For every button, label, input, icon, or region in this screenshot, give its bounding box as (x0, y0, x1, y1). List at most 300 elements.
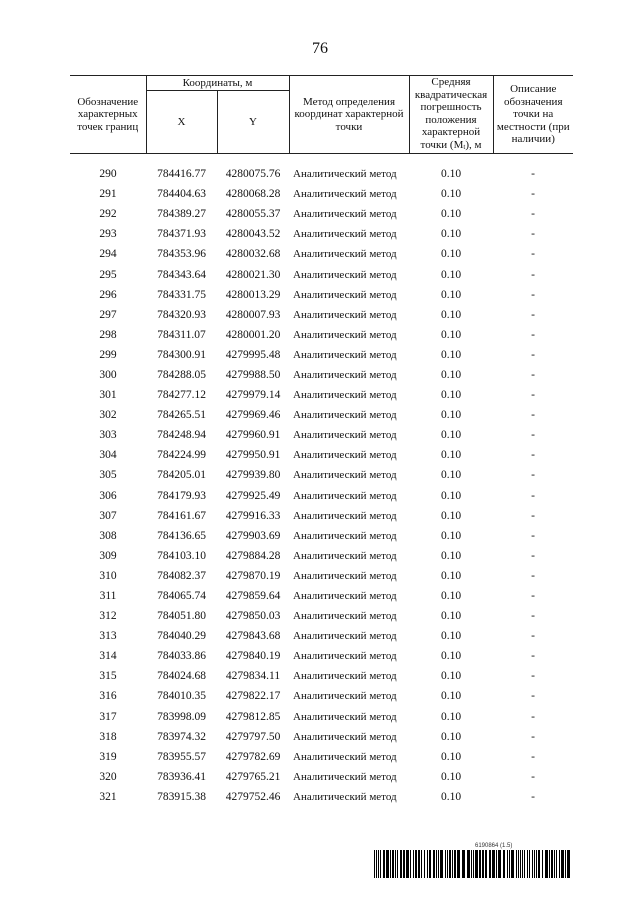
header-error (409, 76, 493, 154)
cell-x-coordinate: 784136.65 (157, 529, 206, 542)
header-x: X (146, 91, 217, 154)
cell-error-value: 0.10 (440, 750, 462, 763)
cell-point-number: 304 (99, 449, 117, 462)
cell-x-coordinate: 784320.93 (157, 308, 206, 321)
cell-point-number: 315 (99, 670, 117, 683)
table-row (70, 184, 573, 204)
cell-point-number: 309 (99, 549, 117, 562)
cell-x-coordinate: 783955.57 (157, 750, 206, 763)
page-number: 76 (312, 40, 328, 57)
barcode-bar (511, 850, 514, 878)
cell-error-value: 0.10 (440, 690, 462, 703)
table-row (70, 164, 573, 184)
cell-point-number: 311 (99, 590, 117, 603)
barcode-bar (427, 850, 428, 878)
cell-y-coordinate: 4280001.20 (225, 328, 281, 341)
cell-y-coordinate: 4279916.33 (225, 509, 281, 522)
table-row (70, 465, 573, 485)
cell-error-value: 0.10 (440, 630, 462, 643)
cell-method: Аналитический метод (293, 368, 397, 381)
table-spacer (70, 154, 573, 165)
table-row (70, 365, 573, 385)
cell-description: - (531, 208, 535, 221)
cell-description: - (531, 469, 535, 482)
table-row (70, 727, 573, 747)
header-description: Описание обозначения точки на местности (при наличии) (493, 76, 573, 154)
barcode-bar (554, 850, 555, 878)
cell-error-value: 0.10 (440, 409, 462, 422)
cell-x-coordinate: 784024.68 (157, 670, 206, 683)
cell-point-number: 299 (99, 348, 117, 361)
table-row (70, 425, 573, 445)
table-row (70, 445, 573, 465)
cell-y-coordinate: 4279822.17 (225, 690, 281, 703)
barcode-bar (567, 850, 570, 878)
cell-point-number: 303 (99, 429, 117, 442)
barcode-bar (565, 850, 566, 878)
barcode-bar (445, 850, 446, 878)
cell-y-coordinate: 4279969.46 (225, 409, 281, 422)
barcode-image (374, 850, 570, 878)
cell-x-coordinate: 784288.05 (157, 368, 206, 381)
cell-error-value: 0.10 (440, 710, 462, 723)
cell-y-coordinate: 4279765.21 (225, 770, 281, 783)
cell-x-coordinate: 784389.27 (157, 208, 206, 221)
barcode-bar (447, 850, 448, 878)
cell-point-number: 292 (99, 208, 117, 221)
cell-error-value: 0.10 (440, 449, 462, 462)
barcode-bar (395, 850, 396, 878)
table-row (70, 305, 573, 325)
cell-point-number: 306 (99, 489, 117, 502)
cell-error-value: 0.10 (440, 770, 462, 783)
cell-method: Аналитический метод (293, 750, 397, 763)
cell-x-coordinate: 784265.51 (157, 409, 206, 422)
header-y: Y (217, 91, 289, 154)
barcode-bar (462, 850, 465, 878)
barcode-bar (440, 850, 443, 878)
cell-error-value: 0.10 (440, 268, 462, 281)
cell-x-coordinate: 783974.32 (157, 730, 206, 743)
cell-point-number: 294 (99, 248, 117, 261)
barcode-bar (520, 850, 521, 878)
barcode-bar (509, 850, 510, 878)
table-row (70, 666, 573, 686)
cell-method: Аналитический метод (293, 590, 397, 603)
barcode-bar (498, 850, 501, 878)
cell-method: Аналитический метод (293, 730, 397, 743)
barcode-bar (415, 850, 417, 878)
barcode-bar (410, 850, 411, 878)
table-row (70, 506, 573, 526)
cell-y-coordinate: 4279979.14 (225, 389, 281, 402)
cell-method: Аналитический метод (293, 790, 397, 803)
cell-y-coordinate: 4279960.91 (225, 429, 281, 442)
spacer-cell (70, 154, 573, 165)
cell-y-coordinate: 4279870.19 (225, 569, 281, 582)
cell-method: Аналитический метод (293, 288, 397, 301)
cell-description: - (531, 569, 535, 582)
barcode-bar (454, 850, 456, 878)
cell-method: Аналитический метод (293, 328, 397, 341)
header-error-unit: ), м (465, 138, 482, 151)
cell-method: Аналитический метод (293, 168, 397, 181)
cell-y-coordinate: 4279834.11 (225, 670, 281, 683)
cell-method: Аналитический метод (293, 389, 397, 402)
barcode-bar (421, 850, 422, 878)
header-coordinates: Координаты, м (146, 76, 289, 91)
table-row (70, 747, 573, 767)
barcode-bar (561, 850, 564, 878)
table-row (70, 224, 573, 244)
cell-x-coordinate: 784371.93 (157, 228, 206, 241)
barcode-bar (545, 850, 548, 878)
cell-x-coordinate: 784300.91 (157, 348, 206, 361)
cell-point-number: 305 (99, 469, 117, 482)
cell-y-coordinate: 4279752.46 (225, 790, 281, 803)
table-row (70, 546, 573, 566)
cell-method: Аналитический метод (293, 208, 397, 221)
cell-point-number: 320 (99, 770, 117, 783)
table-row (70, 586, 573, 606)
cell-x-coordinate: 784082.37 (157, 569, 206, 582)
cell-x-coordinate: 784065.74 (157, 590, 206, 603)
table-row (70, 606, 573, 626)
cell-y-coordinate: 4280021.30 (225, 268, 281, 281)
cell-point-number: 319 (99, 750, 117, 763)
cell-point-number: 321 (99, 790, 117, 803)
cell-point-number: 300 (99, 368, 117, 381)
cell-x-coordinate: 784331.75 (157, 288, 206, 301)
cell-y-coordinate: 4280007.93 (225, 308, 281, 321)
cell-error-value: 0.10 (440, 670, 462, 683)
cell-description: - (531, 489, 535, 502)
table-row (70, 566, 573, 586)
cell-point-number: 314 (99, 650, 117, 663)
cell-method: Аналитический метод (293, 710, 397, 723)
cell-method: Аналитический метод (293, 248, 397, 261)
cell-description: - (531, 228, 535, 241)
barcode-bar (378, 850, 379, 878)
cell-point-number: 318 (99, 730, 117, 743)
cell-description: - (531, 750, 535, 763)
cell-x-coordinate: 784161.67 (157, 509, 206, 522)
cell-error-value: 0.10 (440, 650, 462, 663)
barcode-bar (542, 850, 543, 878)
cell-description: - (531, 650, 535, 663)
cell-x-coordinate: 784051.80 (157, 610, 206, 623)
cell-error-value: 0.10 (440, 368, 462, 381)
barcode-bar (496, 850, 497, 878)
barcode-bar (429, 850, 431, 878)
cell-point-number: 316 (99, 690, 117, 703)
table-row (70, 486, 573, 506)
cell-y-coordinate: 4279843.68 (225, 630, 281, 643)
cell-point-number: 310 (99, 569, 117, 582)
cell-description: - (531, 610, 535, 623)
cell-method: Аналитический метод (293, 569, 397, 582)
cell-error-value: 0.10 (440, 308, 462, 321)
cell-y-coordinate: 4279995.48 (225, 348, 281, 361)
table-row (70, 526, 573, 546)
barcode-bar (492, 850, 495, 878)
cell-method: Аналитический метод (293, 268, 397, 281)
cell-description: - (531, 368, 535, 381)
cell-description: - (531, 549, 535, 562)
cell-point-number: 298 (99, 328, 117, 341)
cell-y-coordinate: 4279782.69 (225, 750, 281, 763)
barcode-bar (390, 850, 391, 878)
cell-error-value: 0.10 (440, 590, 462, 603)
cell-x-coordinate: 784205.01 (157, 469, 206, 482)
cell-method: Аналитический метод (293, 650, 397, 663)
barcode-bar (482, 850, 484, 878)
cell-y-coordinate: 4279797.50 (225, 730, 281, 743)
cell-y-coordinate: 4279884.28 (225, 549, 281, 562)
barcode-bar (397, 850, 398, 878)
cell-point-number: 293 (99, 228, 117, 241)
barcode-bar (532, 850, 533, 878)
cell-method: Аналитический метод (293, 228, 397, 241)
cell-point-number: 301 (99, 389, 117, 402)
cell-point-number: 297 (99, 308, 117, 321)
barcode-bar (489, 850, 491, 878)
cell-method: Аналитический метод (293, 509, 397, 522)
cell-description: - (531, 348, 535, 361)
barcode-bar (403, 850, 405, 878)
table-row (70, 767, 573, 787)
cell-x-coordinate: 784040.29 (157, 630, 206, 643)
table-row (70, 405, 573, 425)
cell-method: Аналитический метод (293, 409, 397, 422)
barcode-bar (436, 850, 437, 878)
cell-error-value: 0.10 (440, 730, 462, 743)
barcode-bar (549, 850, 550, 878)
cell-method: Аналитический метод (293, 469, 397, 482)
cell-description: - (531, 730, 535, 743)
table-row (70, 646, 573, 666)
barcode-bar (457, 850, 460, 878)
cell-y-coordinate: 4280043.52 (225, 228, 281, 241)
header-designation: Обозначение характерных точек границ (70, 76, 146, 154)
cell-x-coordinate: 784404.63 (157, 188, 206, 201)
cell-x-coordinate: 784311.07 (157, 328, 206, 341)
table-row (70, 325, 573, 345)
cell-error-value: 0.10 (440, 328, 462, 341)
table-row (70, 204, 573, 224)
cell-error-value: 0.10 (440, 248, 462, 261)
cell-method: Аналитический метод (293, 630, 397, 643)
header-error-subscript: t (463, 142, 466, 151)
cell-error-value: 0.10 (440, 208, 462, 221)
barcode-bar (424, 850, 425, 878)
cell-description: - (531, 248, 535, 261)
barcode-bar (471, 850, 472, 878)
barcode-bar (516, 850, 517, 878)
cell-description: - (531, 168, 535, 181)
barcode-bar (386, 850, 389, 878)
barcode-bar (559, 850, 560, 878)
cell-point-number: 302 (99, 409, 117, 422)
header-method: Метод определения координат характерной точки (289, 76, 409, 154)
barcode-bar (392, 850, 394, 878)
barcode-bar (418, 850, 420, 878)
cell-description: - (531, 268, 535, 281)
barcode-bar (536, 850, 537, 878)
cell-point-number: 312 (99, 610, 117, 623)
cell-error-value: 0.10 (440, 569, 462, 582)
cell-description: - (531, 670, 535, 683)
cell-y-coordinate: 4279850.03 (225, 610, 281, 623)
cell-point-number: 296 (99, 288, 117, 301)
table-row (70, 285, 573, 305)
barcode-bar (406, 850, 409, 878)
cell-error-value: 0.10 (440, 549, 462, 562)
cell-y-coordinate: 4280055.37 (225, 208, 281, 221)
table-row (70, 385, 573, 405)
cell-description: - (531, 770, 535, 783)
barcode-bar (507, 850, 508, 878)
cell-error-value: 0.10 (440, 228, 462, 241)
cell-y-coordinate: 4279988.50 (225, 368, 281, 381)
cell-x-coordinate: 783915.38 (157, 790, 206, 803)
cell-y-coordinate: 4280075.76 (225, 168, 281, 181)
cell-x-coordinate: 784248.94 (157, 429, 206, 442)
barcode-bar (383, 850, 385, 878)
barcode-bar (524, 850, 525, 878)
barcode-bar (534, 850, 535, 878)
barcode-bar (518, 850, 519, 878)
cell-method: Аналитический метод (293, 690, 397, 703)
cell-y-coordinate: 4279939.80 (225, 469, 281, 482)
cell-x-coordinate: 784179.93 (157, 489, 206, 502)
table-row (70, 686, 573, 706)
cell-y-coordinate: 4280032.68 (225, 248, 281, 261)
cell-error-value: 0.10 (440, 188, 462, 201)
barcode-bar (380, 850, 381, 878)
cell-x-coordinate: 784277.12 (157, 389, 206, 402)
cell-x-coordinate: 784010.35 (157, 690, 206, 703)
barcode-bar (433, 850, 435, 878)
barcode-bar (538, 850, 540, 878)
cell-description: - (531, 509, 535, 522)
cell-description: - (531, 630, 535, 643)
barcode-bar (400, 850, 402, 878)
cell-method: Аналитический метод (293, 529, 397, 542)
barcode-bar (475, 850, 478, 878)
barcode-bar (529, 850, 530, 878)
cell-x-coordinate: 784353.96 (157, 248, 206, 261)
cell-x-coordinate: 784416.77 (157, 168, 206, 181)
cell-description: - (531, 449, 535, 462)
cell-y-coordinate: 4279925.49 (225, 489, 281, 502)
cell-description: - (531, 389, 535, 402)
barcode-bar (374, 850, 375, 878)
cell-y-coordinate: 4279950.91 (225, 449, 281, 462)
cell-point-number: 308 (99, 529, 117, 542)
table-row (70, 787, 573, 807)
cell-y-coordinate: 4279812.85 (225, 710, 281, 723)
stamp-code: 6190864 (1.5) (475, 843, 513, 849)
barcode-bar (551, 850, 553, 878)
barcode-bar (413, 850, 414, 878)
barcode-bar (522, 850, 523, 878)
cell-method: Аналитический метод (293, 429, 397, 442)
cell-description: - (531, 429, 535, 442)
cell-point-number: 295 (99, 268, 117, 281)
cell-error-value: 0.10 (440, 429, 462, 442)
cell-error-value: 0.10 (440, 348, 462, 361)
table-row (70, 626, 573, 646)
barcode-bar (527, 850, 528, 878)
cell-description: - (531, 308, 535, 321)
table-row (70, 707, 573, 727)
cell-method: Аналитический метод (293, 770, 397, 783)
cell-y-coordinate: 4279903.69 (225, 529, 281, 542)
cell-point-number: 290 (99, 168, 117, 181)
table-row (70, 264, 573, 284)
cell-error-value: 0.10 (440, 509, 462, 522)
cell-x-coordinate: 783998.09 (157, 710, 206, 723)
barcode-bar (503, 850, 505, 878)
barcode-bar (473, 850, 474, 878)
coordinates-table (70, 75, 573, 807)
cell-method: Аналитический метод (293, 670, 397, 683)
cell-description: - (531, 710, 535, 723)
cell-y-coordinate: 4280013.29 (225, 288, 281, 301)
barcode-bar (485, 850, 487, 878)
cell-method: Аналитический метод (293, 449, 397, 462)
table-row (70, 244, 573, 264)
cell-y-coordinate: 4280068.28 (225, 188, 281, 201)
cell-error-value: 0.10 (440, 389, 462, 402)
table-row (70, 345, 573, 365)
cell-method: Аналитический метод (293, 489, 397, 502)
cell-point-number: 307 (99, 509, 117, 522)
cell-point-number: 317 (99, 710, 117, 723)
cell-x-coordinate: 784033.86 (157, 650, 206, 663)
cell-method: Аналитический метод (293, 188, 397, 201)
cell-error-value: 0.10 (440, 469, 462, 482)
header-error-text: Средняя квадратическая погрешность положения характерной точки (M (414, 76, 488, 151)
barcode-bar (438, 850, 439, 878)
cell-description: - (531, 288, 535, 301)
cell-point-number: 313 (99, 630, 117, 643)
cell-description: - (531, 188, 535, 201)
cell-error-value: 0.10 (440, 288, 462, 301)
cell-method: Аналитический метод (293, 549, 397, 562)
cell-method: Аналитический метод (293, 348, 397, 361)
cell-method: Аналитический метод (293, 308, 397, 321)
table-body (70, 154, 573, 808)
barcode-bar (556, 850, 557, 878)
barcode-bar (449, 850, 451, 878)
cell-method: Аналитический метод (293, 610, 397, 623)
cell-description: - (531, 690, 535, 703)
cell-error-value: 0.10 (440, 168, 462, 181)
barcode-bar (452, 850, 453, 878)
cell-description: - (531, 590, 535, 603)
cell-point-number: 291 (99, 188, 117, 201)
barcode-bar (376, 850, 377, 878)
cell-description: - (531, 328, 535, 341)
cell-y-coordinate: 4279840.19 (225, 650, 281, 663)
cell-description: - (531, 529, 535, 542)
cell-x-coordinate: 784343.64 (157, 268, 206, 281)
cell-error-value: 0.10 (440, 529, 462, 542)
cell-y-coordinate: 4279859.64 (225, 590, 281, 603)
cell-error-value: 0.10 (440, 610, 462, 623)
